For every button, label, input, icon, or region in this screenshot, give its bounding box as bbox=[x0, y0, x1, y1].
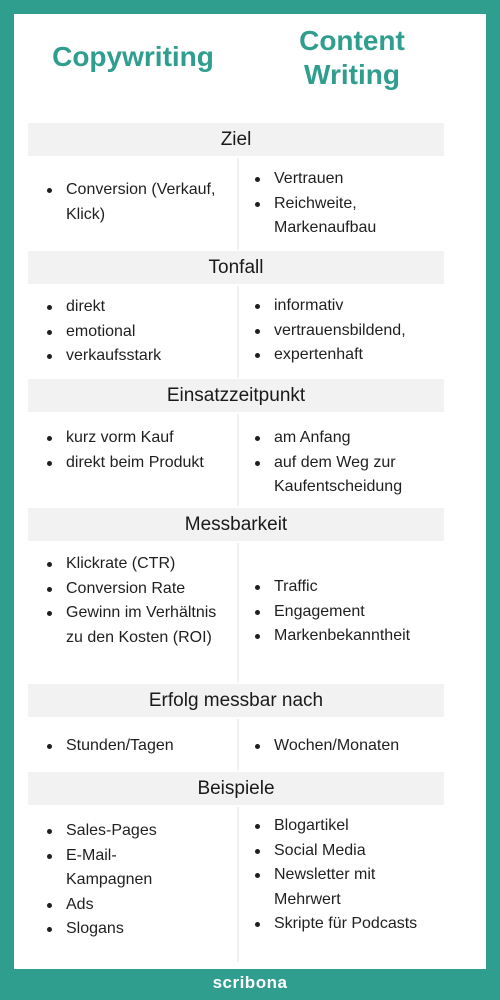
beispiele-copywriting bbox=[42, 819, 192, 942]
list-item: Wochen/Monaten bbox=[250, 734, 455, 759]
messbarkeit-content-writing bbox=[250, 575, 455, 649]
erfolg-copywriting bbox=[42, 734, 232, 759]
section-header-messbarkeit: Messbarkeit bbox=[28, 508, 444, 541]
list-item: Gewinn im Verhältnis zu den Kosten (ROI) bbox=[42, 601, 217, 650]
list-item: auf dem Weg zur Kaufentscheidung bbox=[250, 451, 455, 500]
column-title-line: Content bbox=[299, 25, 405, 56]
list-item: Reichweite, Markenaufbau bbox=[250, 192, 455, 241]
column-divider bbox=[237, 719, 239, 771]
list-item: Slogans bbox=[42, 917, 192, 942]
einsatzzeitpunkt-copywriting bbox=[42, 426, 232, 475]
list-item: Conversion (Verkauf, Klick) bbox=[42, 178, 232, 227]
ziel-copywriting bbox=[42, 178, 232, 227]
list-item: Skripte für Podcasts bbox=[250, 912, 430, 937]
tonfall-content-writing bbox=[250, 294, 455, 368]
list-item: kurz vorm Kauf bbox=[42, 426, 232, 451]
list-item: Conversion Rate bbox=[42, 577, 217, 602]
beispiele-content-writing bbox=[250, 814, 430, 937]
list-item: am Anfang bbox=[250, 426, 455, 451]
list-item: vertrauensbildend, bbox=[250, 319, 455, 344]
section-header-beispiele: Beispiele bbox=[28, 772, 444, 805]
column-divider bbox=[237, 807, 239, 962]
list-item: direkt bbox=[42, 295, 232, 320]
column-divider bbox=[237, 158, 239, 250]
list-item: Traffic bbox=[250, 575, 455, 600]
column-title-copywriting: Copywriting bbox=[52, 41, 214, 72]
list-item: Vertrauen bbox=[250, 167, 455, 192]
list-item: E-Mail-Kampagnen bbox=[42, 844, 192, 893]
list-item: verkaufsstark bbox=[42, 344, 232, 369]
column-title-line: Writing bbox=[304, 59, 400, 90]
section-header-einsatzzeitpunkt: Einsatzzeitpunkt bbox=[28, 379, 444, 412]
messbarkeit-copywriting bbox=[42, 552, 217, 650]
list-item: direkt beim Produkt bbox=[42, 451, 232, 476]
section-header-tonfall: Tonfall bbox=[28, 251, 444, 284]
column-title-content-writing bbox=[262, 24, 442, 92]
list-item: Social Media bbox=[250, 839, 430, 864]
column-divider bbox=[237, 543, 239, 683]
section-header-erfolg-messbar-nach: Erfolg messbar nach bbox=[28, 684, 444, 717]
list-item: Markenbekanntheit bbox=[250, 624, 455, 649]
list-item: Stunden/Tagen bbox=[42, 734, 232, 759]
list-item: Klickrate (CTR) bbox=[42, 552, 217, 577]
section-header-ziel: Ziel bbox=[28, 123, 444, 156]
einsatzzeitpunkt-content-writing bbox=[250, 426, 455, 500]
list-item: Blogartikel bbox=[250, 814, 430, 839]
column-divider bbox=[237, 414, 239, 506]
list-item: Sales-Pages bbox=[42, 819, 192, 844]
brand-logo: scribona bbox=[212, 973, 288, 992]
ziel-content-writing bbox=[250, 167, 455, 241]
list-item: expertenhaft bbox=[250, 343, 455, 368]
list-item: informativ bbox=[250, 294, 455, 319]
column-divider bbox=[237, 286, 239, 378]
list-item: Engagement bbox=[250, 600, 455, 625]
list-item: Ads bbox=[42, 893, 192, 918]
erfolg-content-writing bbox=[250, 734, 455, 759]
list-item: emotional bbox=[42, 320, 232, 345]
list-item: Newsletter mit Mehrwert bbox=[250, 863, 430, 912]
tonfall-copywriting bbox=[42, 295, 232, 369]
